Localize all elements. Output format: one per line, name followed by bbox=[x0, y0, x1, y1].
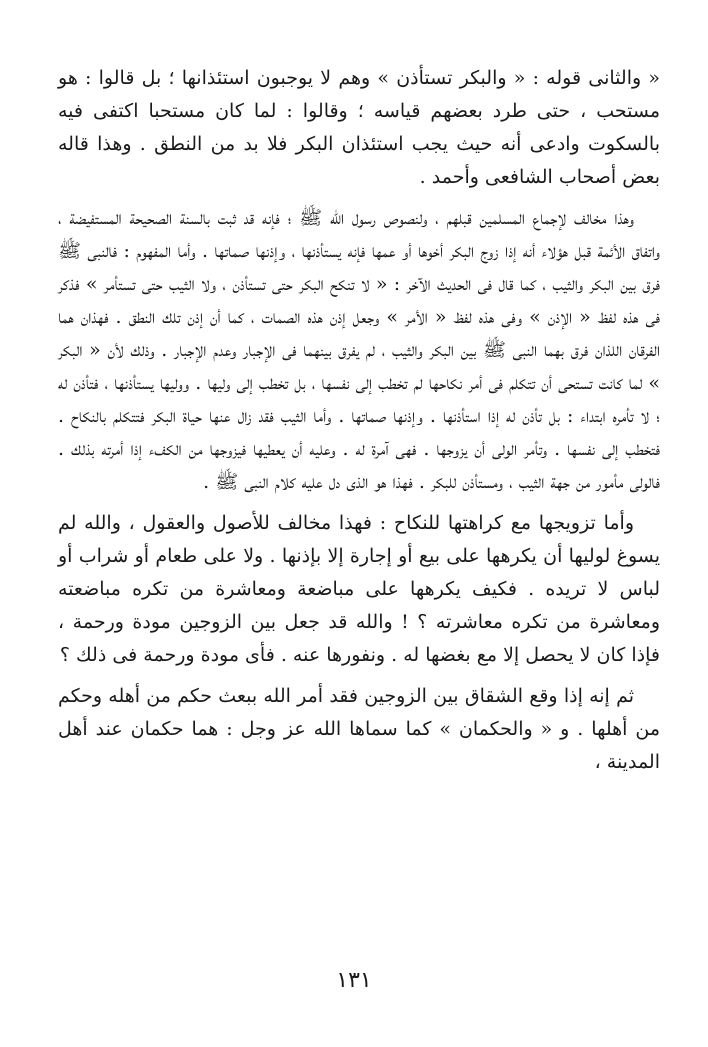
paragraph-4: ثم إنه إذا وقع الشقاق بين الزوجين فقد أمر الله ببعث حكم من أهله وحكم من أهلها . و « والحكمان » كما سماها الله عز وجل : هما حكمان عند أهل المدينة ، bbox=[58, 685, 660, 773]
paragraph-3: وأما تزويجها مع كراهتها للنكاح : فهذا مخالف للأصول والعقول ، والله لم يسوغ لوليها أن يكرهها على بيع أو إجارة إلا بإذنها . ولا على طعام أو شراب أو لباس لا تريده . فكيف يكرهها على مباضعة ومعاشرة من تكره مباضعته ومعاشرة من تكره معاشرته ؟ ! والله قد جعل بين الزوجين مودة ورحمة ، فإذا كان لا يحصل إلا مع بغضها له . ونفورها عنه . فأى مودة ورحمة فى ذلك ؟ bbox=[58, 512, 660, 666]
paragraph-2: وهذا مخالف لإجماع المسلمين قبلهم ، ولنصوص رسول الله ﷺ ؛ فإنه قد ثبت بالسنة الصحيحة المستفيضة ، واتفاق الأئمة قبل هؤلاء أنه إذا زوج البكر أخوها أو عمها فإنه يستأذنها ، وإذنها صماتها . وأما المفهوم : فالنبى ﷺ فرق بين البكر والثيب ، كما قال فى الحديث الآخر : « لا تنكح البكر حتى تستأذن ، ولا الثيب حتى تستأمر » فذكر فى هذه لفظ « الإذن » وفى هذه لفظ « الأمر » وجعل إذن هذه الصمات ، كما أن إذن تلك النطق . فهذان هما الفرقان اللذان فرق بهما النبى ﷺ بين البكر والثيب ، لم يفرق بينهما فى الإجبار وعدم الإجبار . وذلك لأن « البكر » لما كانت تستحى أن تتكلم فى أمر نكاحها لم تخطب إلى نفسها ، بل تخطب إلى وليها . ووليها يستأذنها ، فتأذن له ؛ لا تأمره ابتداء : بل تأذن له إذا استأذنها . وإذنها صماتها . وأما الثيب فقد زال عنها حياة البكر فتتكلم بالنكاح . فتخطب إلى نفسها . وتأمر الولى أن يزوجها . فهى آمرة له . وعليه أن يعطيها فيزوجها من الكفء إذا أمرته بذلك . فالولى مأمور من جهة الثيب ، ومستأذن للبكر . فهذا هو الذى دل عليه كلام النبى ﷺ . bbox=[58, 207, 660, 493]
text-body bbox=[58, 62, 660, 779]
paragraph-1: « والثانى قوله : « والبكر تستأذن » وهم لا يوجبون استئذانها ؛ بل قالوا : هو مستحب ، حتى طرد بعضهم قياسه ؛ وقالوا : لما كان مستحبا اكتفى فيه بالسكوت وادعى أنه حيث يجب استئذان البكر فلا بد من النطق . وهذا قاله بعض أصحاب الشافعى وأحمد . bbox=[58, 67, 660, 188]
page-number: ١٣١ bbox=[336, 968, 372, 993]
